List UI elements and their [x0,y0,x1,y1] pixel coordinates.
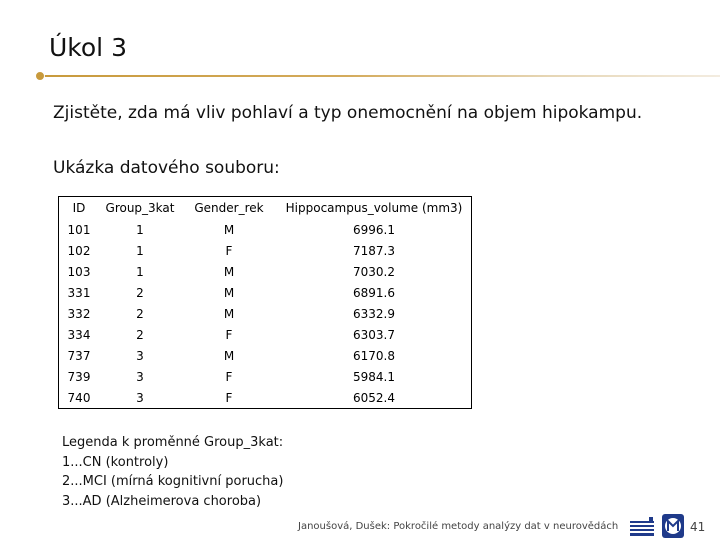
cell-gender: M [223,264,235,279]
page-number: 41 [690,520,706,534]
cell-volume: 6052.4 [353,390,395,405]
cell-volume: 5984.1 [353,369,395,384]
cell-volume: 6303.7 [353,327,395,342]
group-legend [62,433,283,511]
cell-gender: M [223,285,235,300]
header-id: ID [72,201,86,215]
cell-volume: 6996.1 [353,222,395,237]
slide-title: Úkol 3 [49,33,127,62]
table-row [59,240,472,261]
legend-item: 1...CN (kontroly) [62,454,169,470]
cell-group: 2 [136,327,144,342]
table-row [59,387,472,409]
header-group: Group_3kat [105,201,175,215]
cell-gender: M [223,222,235,237]
legend-heading: Legenda k proměnné Group_3kat: [62,435,284,450]
legend-item: 2...MCI (mírná kognitivní porucha) [62,474,284,489]
cell-volume: 6332.9 [353,306,395,321]
cell-gender: M [223,306,235,321]
cell-volume: 6891.6 [353,285,395,300]
cell-group: 1 [136,264,144,279]
cell-id: 739 [67,369,91,384]
table-row [59,282,472,303]
cell-gender: F [225,243,233,258]
cell-id: 334 [67,327,91,342]
cell-id: 101 [67,222,91,237]
cell-gender: F [225,390,233,405]
masaryk-university-logo [662,514,684,538]
cell-id: 332 [67,306,91,321]
cell-group: 2 [136,306,144,321]
cell-volume: 7187.3 [353,243,395,258]
cell-id: 102 [67,243,91,258]
cell-gender: F [225,327,233,342]
cell-group: 1 [136,243,144,258]
cell-volume: 6170.8 [353,348,395,363]
table-row [59,324,472,345]
legend-item: 3...AD (Alzheimerova choroba) [62,493,262,509]
iba-logo [629,517,655,537]
cell-id: 331 [67,285,91,300]
cell-volume: 7030.2 [353,264,395,279]
cell-id: 737 [67,348,91,363]
cell-group: 3 [136,348,144,363]
table-row [59,366,472,387]
table-row [59,261,472,282]
cell-gender: F [225,369,233,384]
divider-dot [35,71,45,81]
cell-group: 3 [136,369,144,384]
task-question: Zjistěte, zda má vliv pohlaví a typ onemocnění na objem hipokampu. [53,103,643,123]
sample-label: Ukázka datového souboru: [53,158,280,178]
cell-group: 3 [136,390,144,405]
table-row [59,345,472,366]
table-row [59,219,472,240]
cell-id: 740 [67,390,91,405]
table-header-row [59,197,472,220]
cell-group: 2 [136,285,144,300]
cell-group: 1 [136,222,144,237]
header-volume: Hippocampus_volume (mm3) [285,201,463,215]
title-divider [40,75,720,77]
header-gender: Gender_rek [194,201,264,215]
data-table [58,196,472,409]
table-row [59,303,472,324]
cell-id: 103 [67,264,91,279]
footer-citation: Janoušová, Dušek: Pokročilé metody analýzy dat v neurovědách [298,521,619,532]
cell-gender: M [223,348,235,363]
